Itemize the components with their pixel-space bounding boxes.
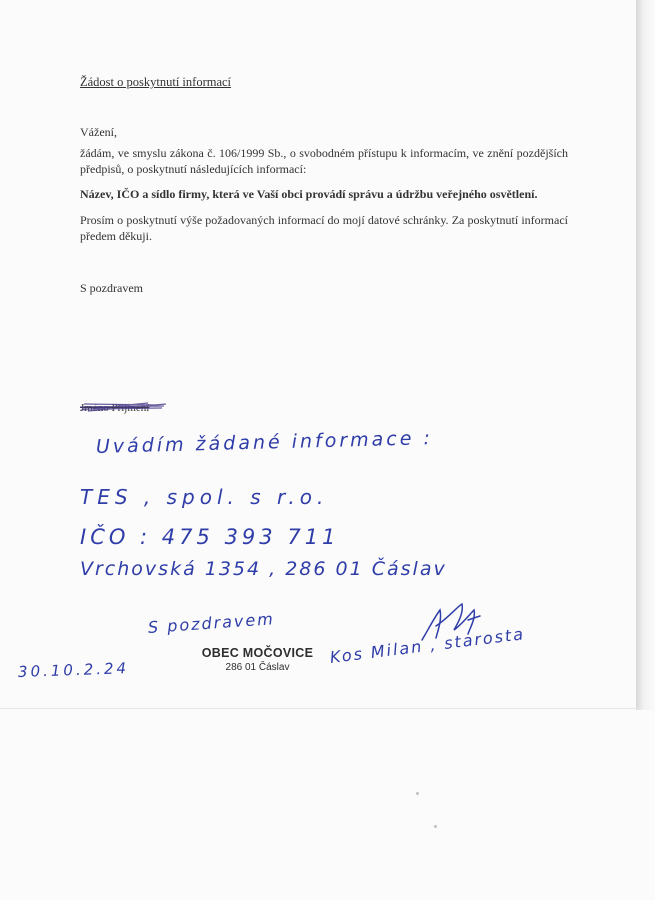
- scan-speck: [416, 792, 419, 795]
- handwritten-company-address: Vrchovská 1354 , 286 01 Čáslav: [80, 558, 447, 580]
- letter-paragraph-request: žádám, ve smyslu zákona č. 106/1999 Sb., o svobodném přístupu k informacím, ve znění pozdějších předpisů, o poskytnutí následujících informací:: [80, 146, 568, 176]
- handwritten-closing: S pozdravem: [147, 609, 276, 637]
- letter-closing: S pozdravem: [80, 281, 143, 295]
- letter-subject: Žádost o poskytnutí informací: [80, 75, 232, 89]
- handwritten-company-ico: IČO : 475 393 711: [80, 525, 340, 549]
- handwritten-reply-intro: Uvádím žádané informace :: [95, 427, 434, 458]
- stamp-name: OBEC MOČOVICE: [201, 646, 314, 660]
- redacted-sender-name: [80, 398, 162, 412]
- redacted-name-text: Jméno Příjmení: [80, 402, 150, 414]
- handwritten-company-name: TES , spol. s r.o.: [80, 485, 329, 509]
- handwritten-signatory: Kos Milan , starosta: [328, 624, 526, 667]
- scan-speck: [434, 825, 437, 828]
- letter-requested-info: Název, IČO a sídlo firmy, která ve Vaší obci provádí správu a údržbu veřejného osvětlení.: [80, 187, 538, 201]
- municipality-stamp: [190, 646, 325, 673]
- redaction-scribble: [78, 398, 168, 414]
- handwritten-date: 30.10.2.24: [17, 659, 130, 681]
- stamp-address: 286 01 Čáslav: [225, 662, 290, 673]
- sheet-edge: [0, 708, 640, 709]
- letter-greeting: Vážení,: [80, 125, 117, 139]
- signature-mark: [418, 600, 488, 650]
- page-edge-shadow: [636, 0, 655, 710]
- letter-paragraph-delivery: Prosím o poskytnutí výše požadovaných informací do mojí datové schránky. Za poskytnutí informací předem děkuji.: [80, 213, 568, 243]
